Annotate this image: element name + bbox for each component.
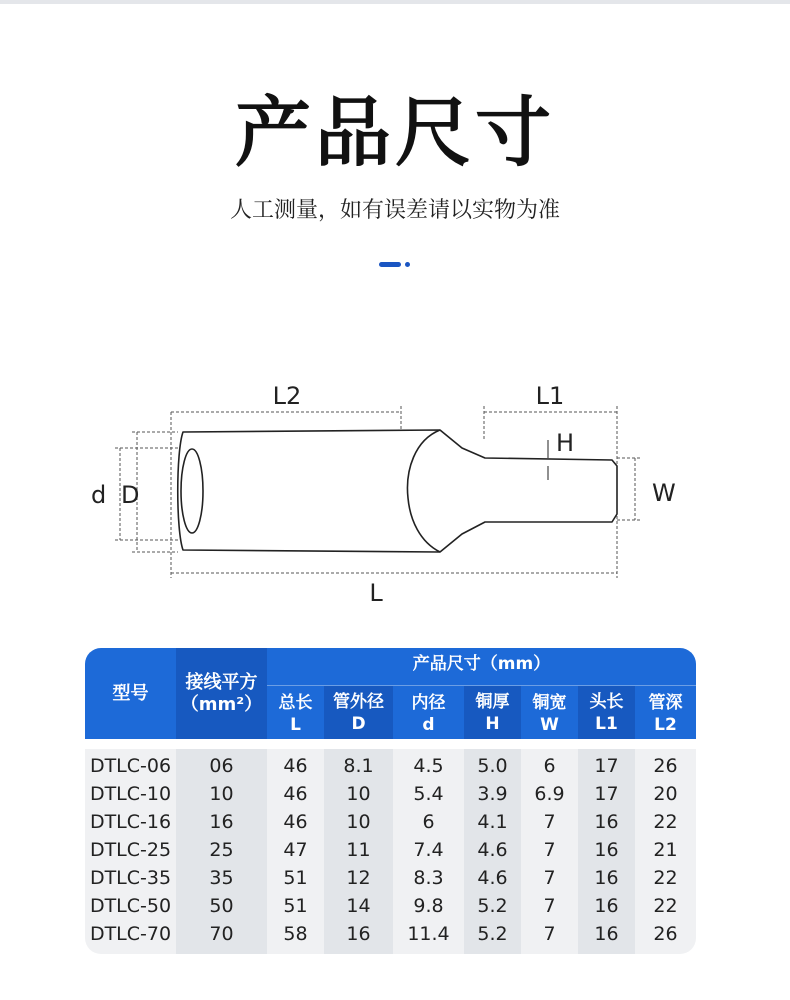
header-model: 型号 — [112, 682, 149, 704]
header-col-symbol: W — [540, 715, 559, 735]
table-cell: 22 — [653, 895, 678, 917]
table-header — [85, 648, 696, 739]
header-col-name: 总长 — [278, 693, 313, 713]
table-cell: 35 — [209, 867, 234, 889]
table-cell: 25 — [209, 839, 234, 861]
table-row — [85, 808, 696, 836]
table-cell: 16 — [594, 923, 619, 945]
table-cell: 7 — [543, 811, 556, 833]
accent-bar — [379, 262, 401, 267]
table-cell: 7 — [543, 923, 556, 945]
table-body — [85, 749, 696, 954]
table-cell: 50 — [209, 895, 234, 917]
table-cell: 4.6 — [477, 839, 508, 861]
table-row — [85, 864, 696, 892]
table-cell: 16 — [209, 811, 234, 833]
header-col — [521, 692, 578, 736]
table-cell: 4.5 — [413, 755, 444, 777]
table-cell: 5.4 — [413, 783, 444, 805]
table-row — [85, 892, 696, 920]
table-cell: 26 — [653, 755, 678, 777]
table-cell: 7.4 — [413, 839, 444, 861]
header-col-name: 管深 — [648, 693, 683, 713]
table-cell: 14 — [346, 895, 371, 917]
table-row — [85, 836, 696, 864]
header-area — [176, 648, 267, 739]
label-w: W — [652, 479, 676, 507]
label-l2: L2 — [272, 382, 302, 410]
dimension-table — [85, 648, 696, 954]
table-cell: 8.1 — [343, 755, 374, 777]
page-subtitle: 人工测量，如有误差请以实物为准 — [229, 198, 560, 223]
top-divider — [0, 0, 790, 4]
header-col — [635, 692, 696, 736]
table-cell: DTLC-50 — [89, 895, 172, 917]
table-cell: 21 — [653, 839, 678, 861]
table-cell: DTLC-35 — [89, 867, 172, 889]
table-cell: 16 — [594, 839, 619, 861]
table-cell: 10 — [346, 783, 371, 805]
table-cell: 22 — [653, 811, 678, 833]
table-cell: DTLC-16 — [89, 811, 172, 833]
label-h: H — [556, 429, 575, 457]
table-cell: 51 — [283, 895, 308, 917]
label-d-small: d — [91, 481, 107, 509]
header-col — [578, 686, 635, 739]
table-cell: 3.9 — [477, 783, 508, 805]
header-col-name: 管外径 — [333, 691, 384, 712]
page-title: 产品尺寸 — [235, 88, 555, 177]
table-cell: 11 — [346, 839, 371, 861]
table-row — [85, 920, 696, 948]
header-area-label: 接线平方 — [185, 671, 258, 693]
table-row — [85, 780, 696, 808]
table-cell: DTLC-06 — [89, 755, 172, 777]
header-col-symbol: D — [351, 713, 366, 734]
table-cell: DTLC-25 — [89, 839, 172, 861]
label-d-big: D — [121, 481, 140, 509]
table-cell: 4.1 — [477, 811, 508, 833]
table-cell: 46 — [283, 783, 308, 805]
table-cell: 12 — [346, 867, 371, 889]
table-cell: DTLC-70 — [89, 923, 172, 945]
table-cell: 11.4 — [407, 923, 450, 945]
table-cell: 9.8 — [413, 895, 444, 917]
label-l: L — [369, 579, 383, 607]
table-cell: 22 — [653, 867, 678, 889]
table-cell: 5.2 — [477, 895, 508, 917]
table-cell: DTLC-10 — [89, 783, 172, 805]
table-cell: 16 — [594, 867, 619, 889]
table-cell: 7 — [543, 839, 556, 861]
header-col-symbol: L1 — [595, 713, 618, 734]
table-cell: 7 — [543, 895, 556, 917]
table-cell: 46 — [283, 755, 308, 777]
table-cell: 26 — [653, 923, 678, 945]
table-cell: 16 — [594, 895, 619, 917]
lug-dimension-diagram — [0, 370, 790, 610]
header-col-name: 铜宽 — [532, 693, 567, 713]
table-cell: 7 — [543, 867, 556, 889]
table-cell: 58 — [283, 923, 308, 945]
table-cell: 4.6 — [477, 867, 508, 889]
table-cell: 47 — [283, 839, 308, 861]
table-cell: 8.3 — [413, 867, 444, 889]
table-cell: 46 — [283, 811, 308, 833]
table-cell: 5.2 — [477, 923, 508, 945]
table-cell: 10 — [209, 783, 234, 805]
table-cell: 10 — [346, 811, 371, 833]
header-col — [464, 686, 521, 739]
table-cell: 20 — [653, 783, 678, 805]
header-col-symbol: L — [290, 715, 301, 735]
table-cell: 16 — [594, 811, 619, 833]
header-col — [393, 692, 464, 736]
header-col-symbol: d — [422, 715, 435, 735]
header-col — [324, 686, 393, 739]
table-cell: 6 — [543, 755, 556, 777]
table-cell: 6 — [422, 811, 435, 833]
table-cell: 06 — [209, 755, 234, 777]
table-cell: 5.0 — [477, 755, 508, 777]
table-cell: 70 — [209, 923, 234, 945]
header-group: 产品尺寸（mm） — [412, 654, 551, 674]
header-col — [267, 692, 324, 736]
header-col-symbol: H — [485, 713, 500, 734]
header-col-name: 头长 — [589, 691, 624, 712]
table-cell: 16 — [346, 923, 371, 945]
table-cell: 17 — [594, 755, 619, 777]
header-col-name: 铜厚 — [475, 691, 510, 712]
table-cell: 51 — [283, 867, 308, 889]
header-col-name: 内径 — [411, 693, 446, 713]
table-cell: 17 — [594, 783, 619, 805]
header-area-unit: （mm²） — [180, 693, 263, 715]
accent-dot — [405, 262, 410, 267]
header-col-symbol: L2 — [654, 715, 677, 735]
table-cell: 6.9 — [534, 783, 565, 805]
table-row — [85, 752, 696, 780]
label-l1: L1 — [535, 382, 565, 410]
